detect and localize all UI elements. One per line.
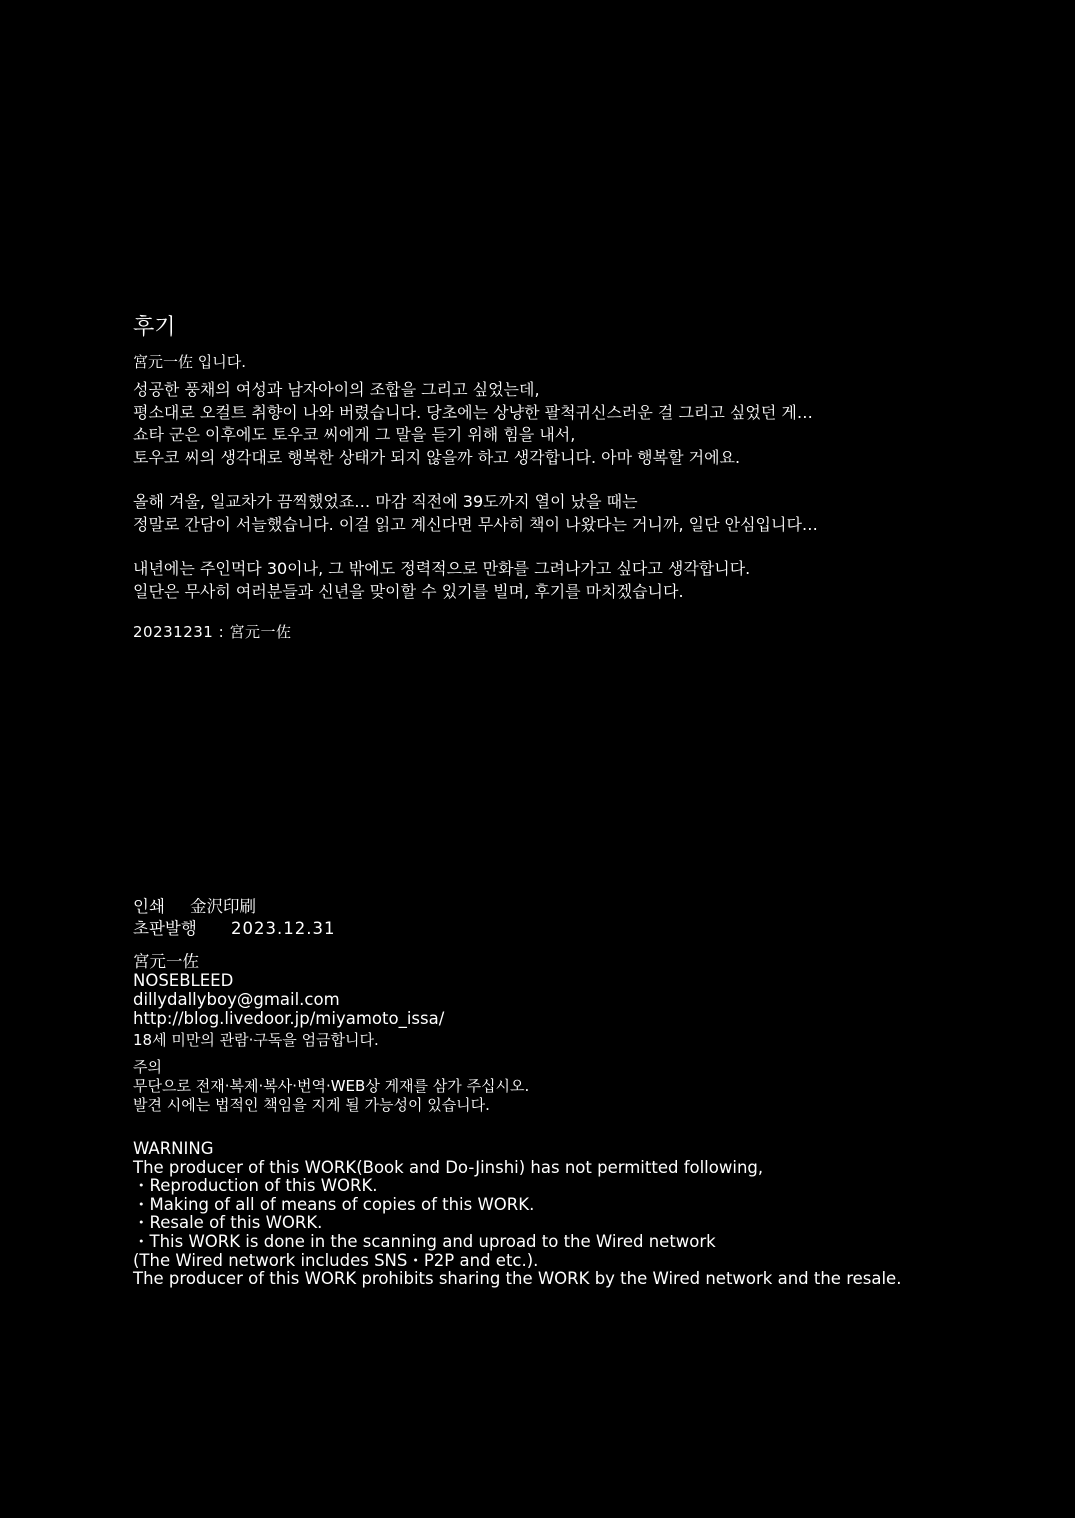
afterword-line: 평소대로 오컬트 취향이 나와 버렸습니다. 당초에는 상냥한 팔척귀신스러운 걸 그리고 싶었던 게… bbox=[133, 402, 813, 422]
afterword-paragraph bbox=[133, 491, 1033, 536]
print-value: 金沢印刷 bbox=[190, 897, 256, 916]
warning-line: ・Resale of this WORK. bbox=[133, 1213, 323, 1233]
author-intro: 宮元一佐 입니다. bbox=[133, 353, 247, 371]
warning-heading: WARNING bbox=[133, 1139, 214, 1158]
email-address: dillydallyboy@gmail.com bbox=[133, 990, 340, 1009]
contact-block bbox=[133, 952, 444, 1050]
afterword-line: 정말로 간담이 서늘했습니다. 이걸 읽고 계신다면 무사히 책이 나왔다는 거니까, 일단 안심입니다… bbox=[133, 514, 818, 534]
afterword-section bbox=[133, 313, 1033, 643]
afterword-line: 쇼타 군은 이후에도 토우코 씨에게 그 말을 듣기 위해 힘을 내서, bbox=[133, 425, 576, 444]
afterword-signature: 20231231 : 宮元一佐 bbox=[133, 623, 292, 641]
afterword-line: 일단은 무사히 여러분들과 신년을 맞이할 수 있기를 빌며, 후기를 마치겠습니다. bbox=[133, 581, 684, 601]
notice-heading: 주의 bbox=[133, 1058, 162, 1076]
warning-block bbox=[133, 1140, 901, 1289]
warning-line: ・Reproduction of this WORK. bbox=[133, 1176, 378, 1196]
colophon-block bbox=[133, 896, 1033, 940]
afterword-title: 후기 bbox=[133, 315, 176, 340]
author-name: 宮元一佐 bbox=[133, 952, 199, 971]
notice-line: 무단으로 전재·복제·복사·번역·WEB상 게재를 삼가 주십시오. bbox=[133, 1077, 530, 1095]
first-edition-value: 2023.12.31 bbox=[231, 919, 336, 938]
afterword-paragraph bbox=[133, 379, 1033, 469]
afterword-line: 토우코 씨의 생각대로 행복한 상태가 되지 않을까 하고 생각합니다. 아마 행복할 거에요. bbox=[133, 447, 741, 467]
print-row bbox=[133, 896, 1033, 918]
notice-line: 발견 시에는 법적인 책임을 지게 될 가능성이 있습니다. bbox=[133, 1096, 490, 1114]
afterword-line: 내년에는 주인먹다 30이나, 그 밖에도 정력적으로 만화를 그려나가고 싶다고 생각합니다. bbox=[133, 559, 751, 578]
blog-url: http://blog.livedoor.jp/miyamoto_issa/ bbox=[133, 1009, 445, 1028]
print-label: 인쇄 bbox=[133, 897, 165, 916]
age-restriction-notice: 18세 미만의 관람·구독을 엄금합니다. bbox=[133, 1031, 379, 1049]
afterword-paragraph bbox=[133, 558, 1033, 603]
first-edition-row bbox=[133, 918, 1033, 940]
first-edition-label: 초판발행 bbox=[133, 919, 197, 938]
circle-name: NOSEBLEED bbox=[133, 971, 234, 990]
warning-line: ・This WORK is done in the scanning and uproad to the Wired network bbox=[133, 1231, 716, 1251]
warning-line: The producer of this WORK prohibits sharing the WORK by the Wired network and the resale. bbox=[133, 1269, 902, 1289]
afterword-line: 올해 겨울, 일교차가 끔찍했었죠… 마감 직전에 39도까지 열이 났을 때는 bbox=[133, 492, 638, 511]
notice-block bbox=[133, 1058, 529, 1115]
afterword-line: 성공한 풍채의 여성과 남자아이의 조합을 그리고 싶었는데, bbox=[133, 380, 540, 399]
warning-line: The producer of this WORK(Book and Do-Jinshi) has not permitted following, bbox=[133, 1157, 764, 1177]
warning-line: ・Making of all of means of copies of this WORK. bbox=[133, 1194, 535, 1214]
warning-line: (The Wired network includes SNS・P2P and etc.). bbox=[133, 1250, 539, 1270]
